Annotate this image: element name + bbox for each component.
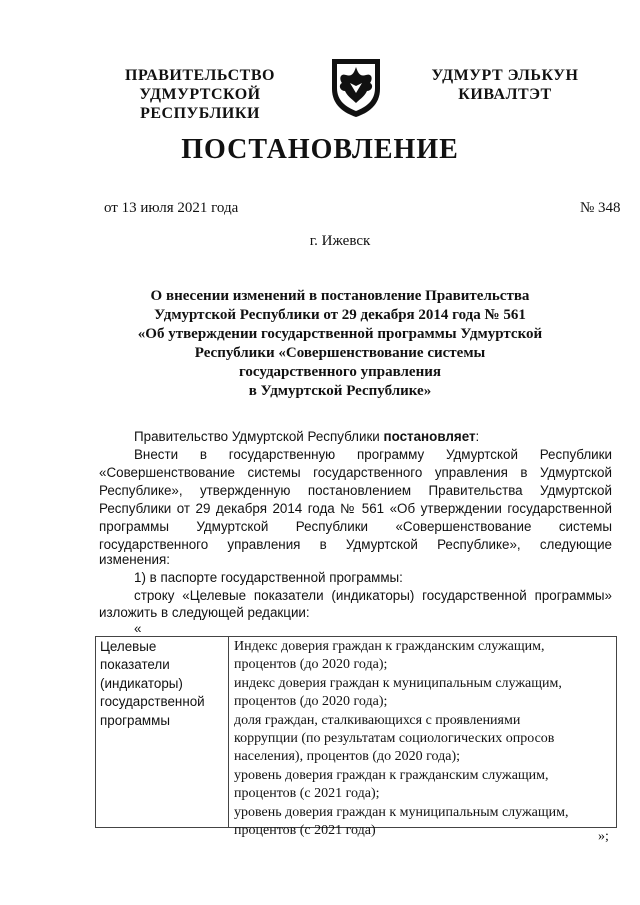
cell-line: коррупции (по результатам социологических опросов	[234, 731, 555, 747]
cell-line: государственной	[100, 694, 205, 710]
cell-line: процентов (с 2021 года);	[234, 786, 380, 802]
intro-colon: :	[475, 429, 480, 444]
paragraph-line: изменения:	[99, 552, 170, 567]
cell-line: доля граждан, сталкивающихся с проявлениями	[234, 712, 521, 728]
document-city: г. Ижевск	[309, 233, 371, 249]
government-name-udmurt	[420, 66, 590, 104]
cell-line: населения), процентов (до 2020 года);	[234, 749, 460, 765]
paragraph-line: Республике», утвержденную постановлением Правительства Удмуртской	[99, 483, 612, 498]
cell-line: программы	[100, 712, 170, 728]
intro-text: Правительство Удмуртской Республики	[134, 429, 384, 444]
document-subject	[120, 287, 560, 401]
paragraph-line: «Совершенствование системы государственного управления в Удмуртской	[99, 465, 612, 480]
cell-line: (индикаторы)	[100, 675, 183, 691]
government-name-line: УДМУРТСКОЙ РЕСПУБЛИКИ	[139, 86, 261, 122]
intro-line	[134, 428, 479, 447]
table-cell-value	[234, 638, 614, 840]
subject-line: Республики «Совершенствование системы	[194, 345, 486, 361]
intro-keyword: постановляет	[383, 429, 476, 444]
cell-line: индекс доверия граждан к муниципальным служащим,	[234, 675, 562, 691]
document-title: ПОСТАНОВЛЕНИЕ	[181, 134, 459, 165]
cell-line: процентов (до 2020 года);	[234, 657, 388, 673]
paragraph-line: строку «Целевые показатели (индикаторы) государственной программы»	[134, 588, 612, 603]
paragraph-line: Республики от 29 декабря 2014 года № 561 «Об утверждении государственной	[99, 501, 612, 516]
udmurt-coat-of-arms-icon	[328, 55, 384, 119]
government-name-line: УДМУРТ ЭЛЬКУН	[431, 67, 579, 84]
cell-line: Целевые	[100, 639, 157, 654]
government-name-russian	[78, 66, 322, 123]
close-quote: »;	[598, 829, 609, 844]
list-item: 1) в паспорте государственной программы:	[134, 570, 403, 585]
open-quote: «	[134, 621, 142, 636]
government-name-line: КИВАЛТЭТ	[458, 86, 552, 103]
cell-line: процентов (до 2020 года);	[234, 694, 388, 710]
document-number: № 348	[580, 200, 621, 216]
subject-line: О внесении изменений в постановление Правительства	[150, 288, 530, 304]
government-name-line: ПРАВИТЕЛЬСТВО	[125, 67, 275, 84]
paragraph-line: Внести в государственную программу Удмуртской Республики	[134, 447, 612, 462]
cell-line: уровень доверия граждан к муниципальным служащим,	[234, 804, 569, 820]
paragraph-line: изложить в следующей редакции:	[99, 605, 310, 620]
table-divider	[228, 637, 229, 827]
document-date: от 13 июля 2021 года	[104, 200, 239, 216]
subject-line: в Удмуртской Республике»	[248, 383, 432, 399]
cell-line: Индекс доверия граждан к гражданским служащим,	[234, 639, 545, 654]
subject-line: государственного управления	[238, 364, 441, 380]
subject-line: Удмуртской Республики от 29 декабря 2014 года № 561	[154, 307, 526, 323]
cell-line: показатели	[100, 657, 170, 673]
paragraph-line: программы Удмуртской Республики «Совершенствование системы	[99, 519, 612, 534]
indicators-table	[95, 636, 617, 839]
cell-line: процентов (с 2021 года)	[234, 823, 376, 839]
table-cell-label	[100, 638, 225, 730]
paragraph-line: государственного управления в Удмуртской Республике», следующие	[99, 537, 612, 552]
cell-line: уровень доверия граждан к гражданским служащим,	[234, 767, 549, 783]
subject-line: «Об утверждении государственной программы Удмуртской	[137, 326, 543, 342]
